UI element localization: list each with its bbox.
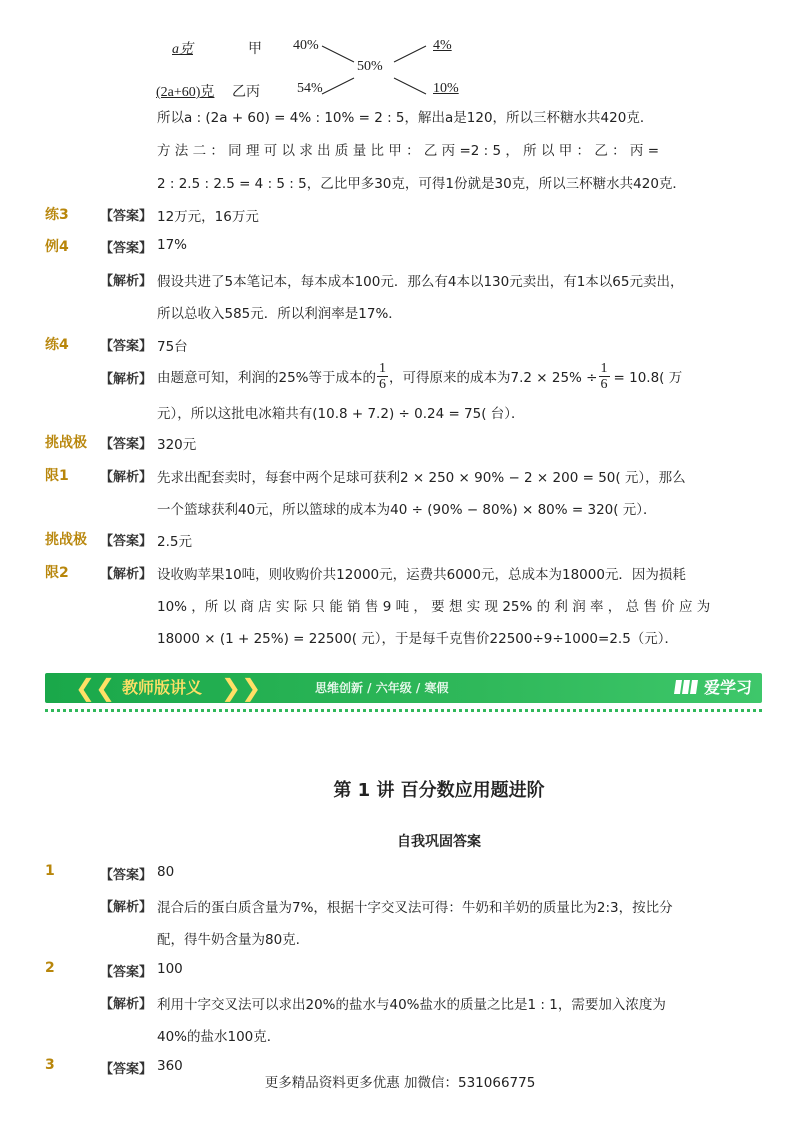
answer-tag: 【答案】 [100, 339, 153, 354]
section-subtitle: 自我巩固答案 [397, 834, 481, 850]
cross-center: 50% [357, 59, 383, 74]
text-line-3: 2 : 2.5 : 2.5 = 4 : 5 : 5，乙比甲多30克，可得1份就是30克，所以三杯糖水共420克． [157, 176, 686, 192]
analysis-tz1-2: 一个篮球获利40元，所以篮球的成本为40 ÷ (90% − 80%) × 80% = 320( 元）． [157, 502, 657, 518]
fraction-1-6 [377, 361, 388, 392]
text-line-2: 方 法 二 ： 同 理 可 以 求 出 质 量 比 甲 ： 乙 丙 =2 : 5 ， 所 以 甲 ： 乙 ： 丙 = [157, 143, 660, 159]
label-lian4: 练4 [45, 337, 69, 353]
analysis-tag: 【解析】 [100, 997, 153, 1012]
logo-text: 爱学习 [703, 678, 752, 697]
analysis-tz2-1: 设收购苹果10吨，则收购价共12000元，运费共6000元，总成本为18000元．因为损耗 [157, 567, 686, 583]
analysis-q1-2: 配，得牛奶含量为80克. [157, 932, 300, 948]
answer-tag: 【答案】 [100, 1062, 153, 1077]
answer-lian3: 12万元，16万元 [157, 209, 259, 225]
analysis-q2-2: 40%的盐水100克． [157, 1029, 281, 1045]
cross-r2-left: (2a+60)克 [156, 85, 215, 100]
analysis-lian4-1-mid: ，可得原来的成本为7.2 × 25% ÷ [389, 370, 598, 386]
label-tz2-a: 挑战极 [45, 532, 87, 548]
answer-tag: 【答案】 [100, 209, 153, 224]
cross-lines [320, 42, 430, 98]
analysis-tag: 【解析】 [100, 900, 153, 915]
header-banner [45, 673, 762, 703]
analysis-q2-1: 利用十字交叉法可以求出20%的盐水与40%盐水的质量之比是1 : 1，需要加入浓度为 [157, 997, 666, 1013]
banner-subtitle: 思维创新 / 六年级 / 寒假 [315, 681, 449, 695]
answer-li4: 17% [157, 237, 188, 253]
analysis-tz1-1: 先求出配套卖时，每套中两个足球可获利2 × 250 × 90% − 2 × 200 = 50( 元），那么 [157, 470, 686, 486]
analysis-li4-1: 假设共进了5本笔记本，每本成本100元．那么有4本以130元卖出，有1本以65元卖出， [157, 274, 684, 290]
answer-lian4: 75台 [157, 339, 188, 355]
label-lian3: 练3 [45, 207, 69, 223]
answer-tag: 【答案】 [100, 437, 153, 452]
analysis-tag: 【解析】 [100, 567, 153, 582]
answer-q1: 80 [157, 864, 175, 880]
analysis-tag: 【解析】 [100, 274, 153, 289]
analysis-tag: 【解析】 [100, 470, 153, 485]
analysis-lian4-1 [157, 355, 682, 397]
answer-tag: 【答案】 [100, 965, 153, 980]
double-chevron-left-icon: ❮❮ [75, 674, 116, 702]
cross-r1-pct: 40% [293, 38, 319, 53]
frac-num: 1 [379, 360, 387, 376]
answer-q3: 360 [157, 1058, 183, 1074]
footer-promo: 更多精品资料更多优惠 加微信：531066775 [264, 1075, 536, 1091]
question-number: 3 [45, 1057, 55, 1073]
text-line-1: 所以a : (2a + 60) = 4% : 10% = 2 : 5，解出a是120，所以三杯糖水共420克． [157, 110, 654, 126]
fraction-1-6 [599, 361, 610, 392]
cross-r1-left: a克 [172, 42, 193, 57]
answer-tag: 【答案】 [100, 534, 153, 549]
question-number: 1 [45, 863, 55, 879]
cross-r1-right: 4% [433, 38, 452, 53]
answer-tag: 【答案】 [100, 241, 153, 256]
banner-title: 教师版讲义 [122, 678, 203, 697]
label-tz1-a: 挑战极 [45, 435, 87, 451]
answer-tz2: 2.5元 [157, 534, 192, 550]
label-tz1-b: 限1 [45, 468, 69, 484]
analysis-tag: 【解析】 [100, 372, 153, 387]
cross-r2-right: 10% [433, 81, 459, 96]
question-number: 2 [45, 960, 55, 976]
cross-r2-pct: 54% [297, 81, 323, 96]
label-tz2-b: 限2 [45, 565, 69, 581]
frac-den: 6 [600, 376, 608, 392]
cross-r2-name: 乙丙 [232, 85, 260, 100]
brand-logo [674, 673, 752, 703]
label-li4: 例4 [45, 239, 69, 255]
logo-stripes-icon [674, 678, 700, 696]
answer-q2: 100 [157, 961, 183, 977]
frac-den: 6 [379, 376, 387, 392]
analysis-lian4-2: 元），所以这批电冰箱共有(10.8 + 7.2) ÷ 0.24 = 75( 台）． [157, 406, 525, 422]
answer-tag: 【答案】 [100, 868, 153, 883]
dotted-divider [45, 709, 762, 712]
frac-num: 1 [600, 360, 608, 376]
analysis-q1-1: 混合后的蛋白质含量为7%，根据十字交叉法可得：牛奶和羊奶的质量比为2:3，按比分 [157, 900, 673, 916]
analysis-lian4-1-pre: 由题意可知，利润的25%等于成本的 [157, 370, 377, 386]
analysis-lian4-1-post: = 10.8( 万 [613, 370, 683, 386]
page-title: 第 1 讲 百分数应用题进阶 [333, 780, 545, 801]
cross-r1-name: 甲 [248, 42, 262, 57]
analysis-tz2-2: 10% ，所 以 商 店 实 际 只 能 销 售 9 吨 ， 要 想 实 现 25% 的 利 润 率 ， 总 售 价 应 为 [157, 599, 711, 615]
answer-tz1: 320元 [157, 437, 197, 453]
double-chevron-right-icon: ❯❯ [221, 674, 262, 702]
analysis-li4-2: 所以总收入585元．所以利润率是17%． [157, 306, 402, 322]
analysis-tz2-3: 18000 × (1 + 25%) = 22500( 元），于是每千克售价22500÷9÷1000=2.5（元）． [157, 631, 679, 647]
